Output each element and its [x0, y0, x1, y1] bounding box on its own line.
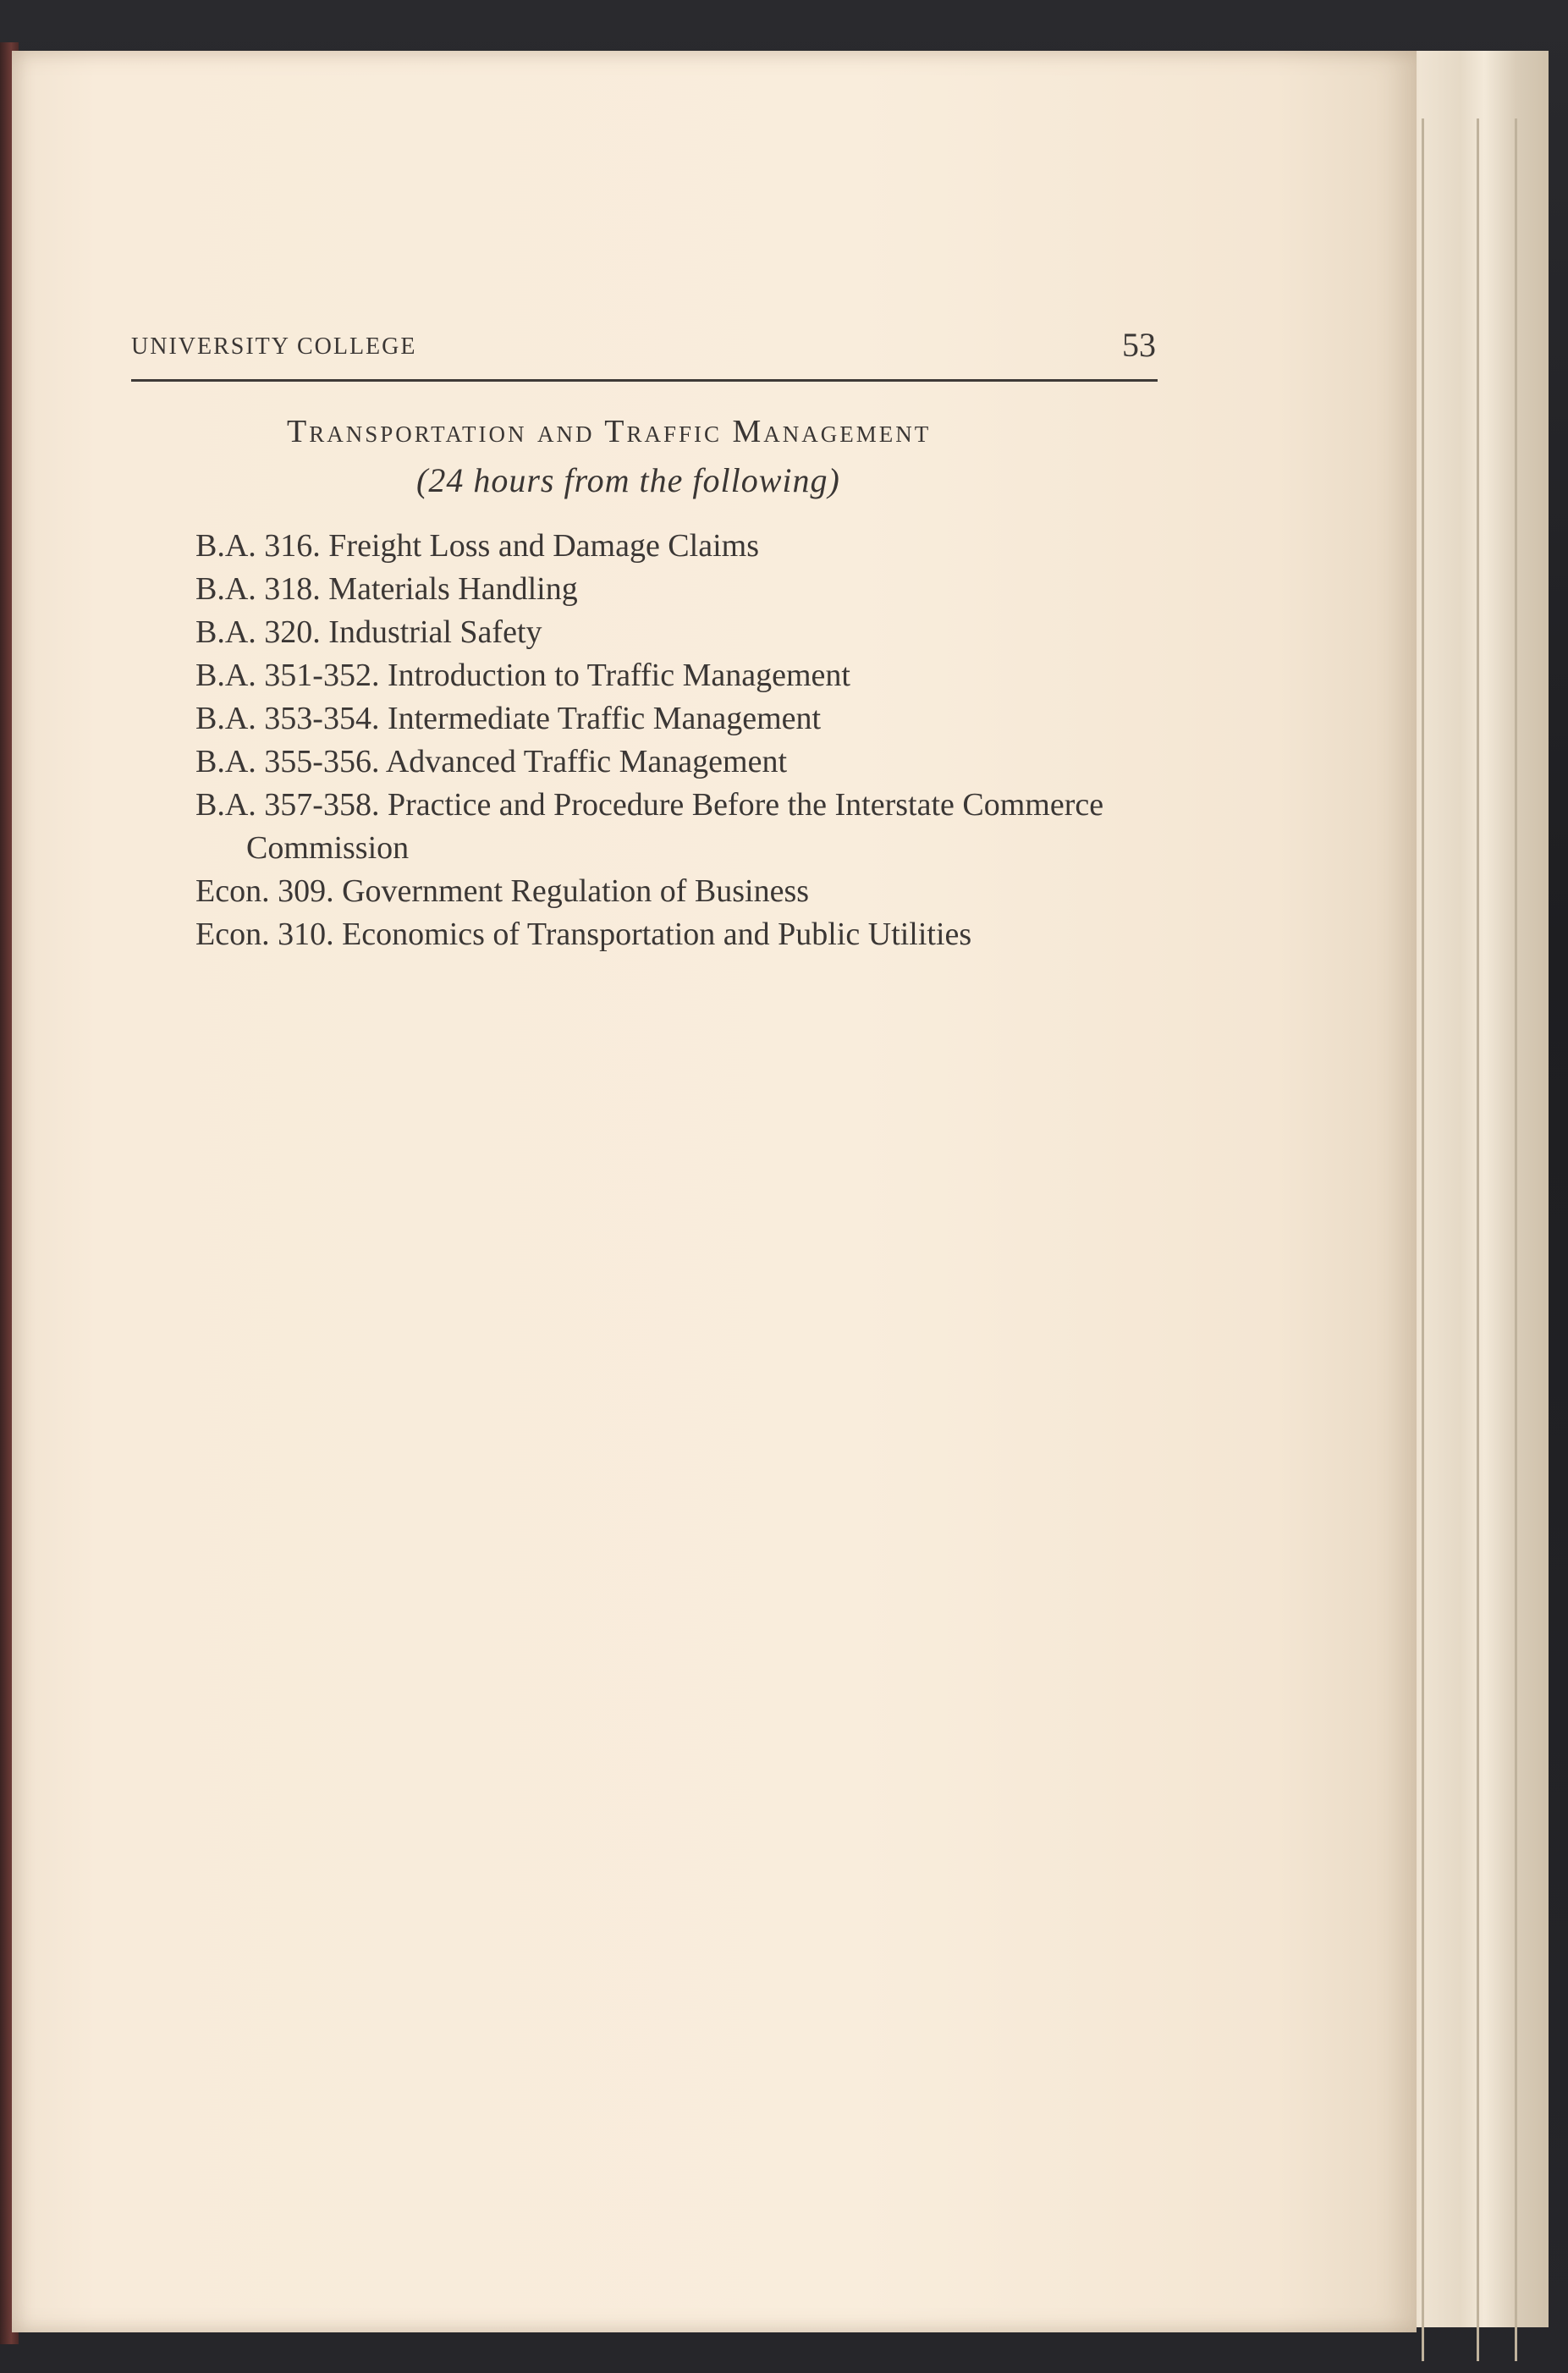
page-number: 53 — [1122, 326, 1156, 364]
course-list — [195, 525, 1143, 956]
course-item: B.A. 353-354. Intermediate Traffic Management — [195, 701, 822, 736]
book-page — [12, 51, 1417, 2332]
page-header — [131, 320, 1158, 382]
page-edge-line — [1477, 118, 1479, 2361]
course-item: B.A. 318. Materials Handling — [195, 571, 578, 607]
course-item: Econ. 310. Economics of Transportation and Public Utilities — [195, 917, 972, 952]
course-item: B.A. 351-352. Introduction to Traffic Management — [195, 658, 850, 693]
course-item: B.A. 357-358. Practice and Procedure Before the Interstate Commerce Commission — [195, 787, 1104, 866]
running-head: UNIVERSITY COLLEGE — [131, 333, 417, 360]
page-edge-line — [1422, 118, 1424, 2361]
course-item: B.A. 320. Industrial Safety — [195, 614, 542, 650]
section-title: Transportation and Traffic Management — [287, 414, 932, 449]
page-edge-line — [1515, 118, 1517, 2361]
course-item: Econ. 309. Government Regulation of Business — [195, 873, 810, 909]
section-subtitle: (24 hours from the following) — [416, 461, 840, 499]
course-item: B.A. 316. Freight Loss and Damage Claims — [195, 528, 759, 564]
course-item: B.A. 355-356. Advanced Traffic Management — [195, 744, 788, 779]
